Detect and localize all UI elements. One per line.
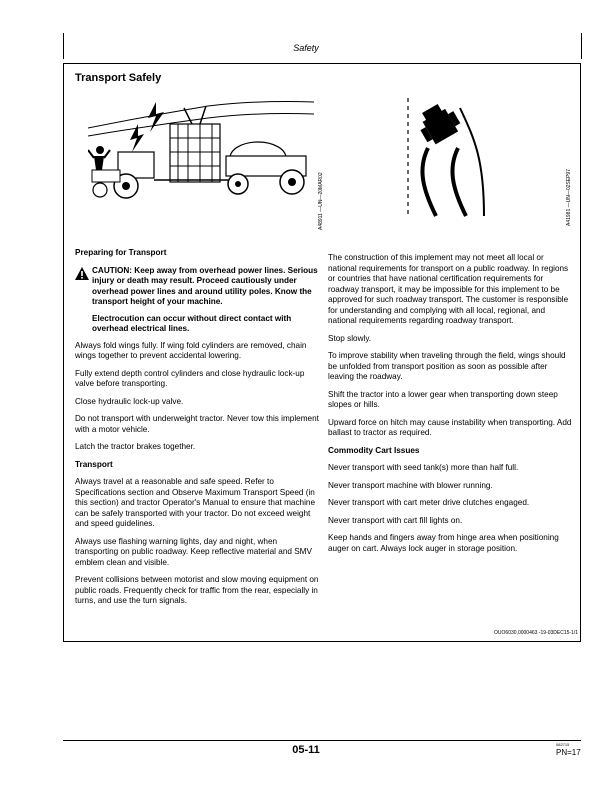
paragraph: To improve stability when traveling through the field, wings should be unfolded from transport position as soon as possible after leaving the roadway. [328,351,566,381]
paragraph: Stop slowly. [328,333,372,343]
heading-commodity-cart-issues: Commodity Cart Issues [328,445,420,455]
paragraph: Always use flashing warning lights, day and night, when transporting on public roadway. Keep reflective material and SMV emblem clean and visible. [75,536,312,567]
footer-date-code: 082715 [556,742,570,747]
paragraph: Never transport with cart fill lights on. [328,515,463,525]
paragraph: Always fold wings fully. If wing fold cylinders are removed, chain wings together to prevent accidental lowering. [75,340,307,360]
caution-block [75,266,319,335]
paragraph: Do not transport with underweight tractor. Never tow this implement with a motor vehicle. [75,414,319,434]
paragraph: Upward force on hitch may cause instability when transporting. Add ballast to tractor as required. [328,417,572,437]
caution-text: CAUTION: Keep away from overhead power lines. Serious injury or death may result. Proceed cautiously under overhead power lines and around utility poles. Know the transport height of your machine. [92,265,318,306]
section-title: Transport Safely [75,72,162,84]
paragraph: Keep hands and fingers away from hinge area when positioning auger on cart. Always lock auger in storage position. [328,533,559,553]
paragraph: The construction of this implement may not meet all local or national requirements for transport on a public roadway. In regions or countries that have national certification requirements for roadway transport, it may be impossible for this implement to be approved for such roadway transport. The customer is responsible for understanding and complying with all local, regional, and national requirements regarding roadway transport. [328,253,569,325]
figure-code-1: A48911 —UN—20MAR02 [318,172,324,230]
page-number: 05-11 [292,744,320,756]
footer-pn: PN=17 [556,748,581,757]
reference-code: OUO6030,0000463 -19-03DEC15-1/1 [494,630,578,636]
warning-triangle-icon [75,267,89,280]
footer-rule [63,740,581,741]
paragraph: Prevent collisions between motorist and slow moving equipment on public roads. Frequently check for traffic from the rear, especially in turns, and use the turn signals. [75,575,319,605]
paragraph: Shift the tractor into a lower gear when transporting down steep slopes or hills. [328,389,558,409]
paragraph: Close hydraulic lock-up valve. [75,396,184,406]
running-header: Safety [293,43,319,53]
heading-preparing-for-transport: Preparing for Transport [75,248,167,257]
paragraph: Never transport with seed tank(s) more than half full. [328,463,519,472]
left-column [75,248,319,614]
paragraph: Latch the tractor brakes together. [75,442,196,451]
paragraph: Never transport machine with blower running. [328,480,493,490]
right-column [328,253,572,561]
paragraph: Never transport with cart meter drive clutches engaged. [328,498,530,507]
electrocution-power-lines-illustration [88,98,314,208]
paragraph: Always travel at a reasonable and safe speed. Refer to Specifications section and Observe Maximum Transport Speed (in this section) and tractor Operator's Manual to ensure that machine can be safely transported with your tractor. Do not exceed weight and speed guidelines. [75,477,316,528]
slow-moving-tractor-curved-road-illustration [400,98,490,223]
paragraph: Fully extend depth control cylinders and close hydraulic lock-up valve before transporting. [75,368,305,388]
figure-code-2: A41981 —UN—02SEP97 [566,169,572,226]
electrocution-text: Electrocution can occur without direct contact with overhead electrical lines. [92,313,292,333]
heading-transport: Transport [75,459,113,469]
